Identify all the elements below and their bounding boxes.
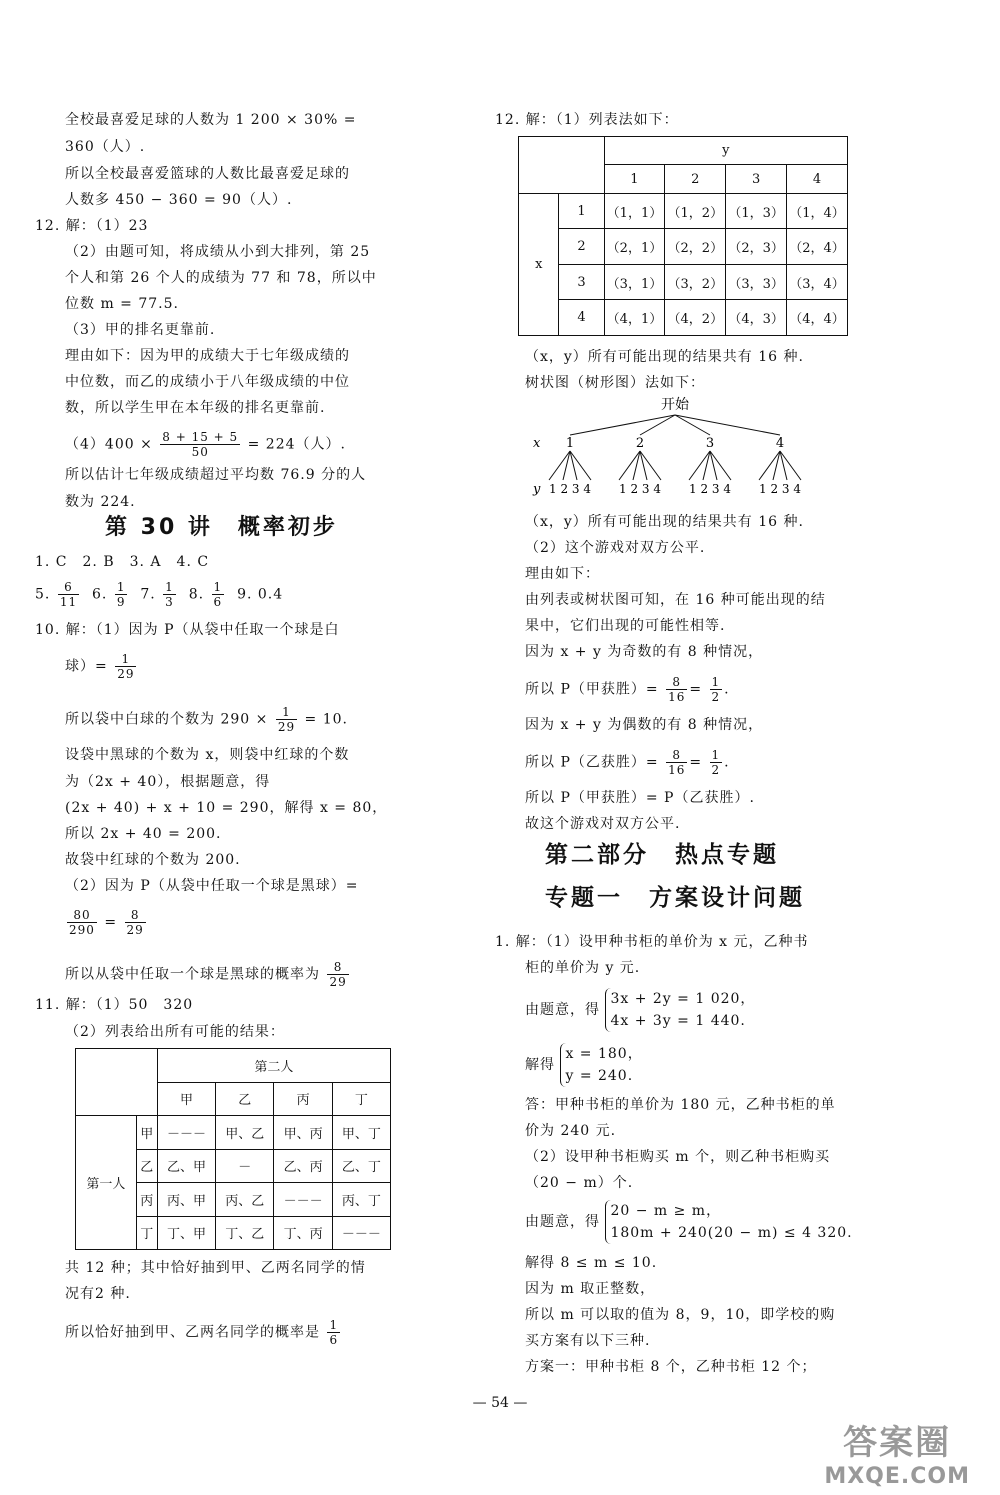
xy-table [518, 136, 848, 336]
text: 8. [188, 586, 205, 603]
pair-table [75, 1048, 391, 1250]
text-line: 理由如下：因为甲的成绩大于七年级成绩的 [65, 348, 350, 364]
fraction [276, 705, 297, 734]
table-cell: 乙、丁 [332, 1149, 390, 1183]
tree-branch [675, 415, 780, 435]
fraction [710, 748, 723, 777]
denominator: 2 [711, 763, 721, 777]
formula-line [65, 908, 148, 937]
row-header-cell: 乙 [136, 1149, 157, 1183]
table-cell: 乙、甲 [157, 1149, 215, 1183]
formula-line [65, 705, 348, 734]
text-line: 中位数，而乙的成绩小于八年级成绩的中位 [65, 374, 350, 390]
text-line: 所以 m 可以取的值为 8，9，10，即学校的购 [525, 1307, 836, 1323]
denominator: 16 [668, 690, 686, 704]
tree-diagram [525, 395, 845, 505]
text-line: 理由如下： [525, 566, 600, 582]
col-header-cell: 4 [787, 165, 848, 193]
table-cell: 甲、丙 [274, 1116, 332, 1150]
text: 解得 [525, 1057, 555, 1073]
xy-top-label: y [604, 137, 847, 165]
denominator: 29 [126, 923, 144, 937]
question-12: 12. 解：（1）23 [35, 218, 149, 234]
numerator: 8 [327, 960, 348, 975]
numerator: 8 + 15 + 5 [162, 430, 239, 444]
corner-cell [76, 1049, 158, 1116]
row-header-cell: 丙 [136, 1183, 157, 1217]
denominator: 29 [277, 720, 296, 734]
text-line: （2）列表给出所有可能的结果： [65, 1024, 285, 1040]
fraction [212, 580, 225, 609]
text: = 224（人）. [247, 436, 346, 453]
topic-heading: 专题一 方案设计问题 [545, 885, 805, 911]
table-cell: 甲、乙 [216, 1116, 274, 1150]
text: 所以袋中白球的个数为 290 × [65, 711, 269, 728]
corner-cell [519, 137, 605, 194]
numerator: 1 [165, 580, 174, 594]
table-cell: （1，4） [787, 193, 848, 229]
tree-leaves: 1 2 3 4 [759, 482, 801, 496]
row-header-cell: 3 [559, 264, 604, 300]
section-heading: 第 30 讲 概率初步 [105, 515, 338, 540]
fraction [666, 748, 687, 777]
fraction [125, 908, 146, 937]
table-cell: 丙、丁 [332, 1183, 390, 1217]
table-row [519, 193, 848, 229]
table-cell: （4，2） [665, 300, 726, 336]
denominator: 6 [213, 595, 223, 609]
col-header-cell: 丁 [332, 1082, 390, 1116]
numerator: 1 [115, 652, 136, 667]
equation: x = 180， [565, 1046, 643, 1062]
table-cell: 丙、乙 [216, 1183, 274, 1217]
part-heading: 第二部分 热点专题 [545, 842, 779, 868]
text-line: 为（2x + 40），根据题意，得 [65, 774, 271, 790]
numerator: 80 [67, 908, 97, 923]
xy-header-row [519, 137, 848, 165]
table-cell: （1，1） [604, 193, 665, 229]
fraction [67, 908, 97, 937]
inequality: 20 − m ≥ m， [610, 1203, 722, 1219]
text-line: 所以估计七年级成绩超过平均数 76.9 分的人 [65, 467, 367, 483]
tree-y-label: y [533, 482, 541, 497]
inequality: 180m + 240(20 − m) ≤ 4 320. [610, 1225, 853, 1241]
col-header-cell: 3 [726, 165, 787, 193]
text-line: 数为 224. [65, 494, 136, 510]
text-line: （2）由题可知，将成绩从小到大排列，第 25 [65, 244, 371, 260]
text: 所以 P（乙获胜）= [525, 754, 659, 771]
numerator: 8 [666, 675, 687, 690]
equation-system [525, 988, 755, 1032]
text: 6. [92, 586, 108, 603]
table-cell: （3，4） [787, 264, 848, 300]
text-line: （3）甲的排名更靠前. [65, 322, 216, 338]
col-header-cell: 2 [665, 165, 726, 193]
denominator: 9 [116, 595, 126, 609]
text: 所以 P（甲获胜）= [525, 681, 659, 698]
row-header-cell: 4 [559, 300, 604, 336]
denominator: 6 [329, 1333, 339, 1347]
text-line: 柜的单价为 y 元. [525, 960, 641, 976]
row-header-cell: 甲 [136, 1116, 157, 1150]
table-cell: （3，1） [604, 264, 665, 300]
tree-node: 4 [775, 436, 785, 451]
row-header-cell: 1 [559, 193, 604, 229]
inequality-system [525, 1200, 853, 1244]
text-line: 位数 m = 77.5. [65, 296, 179, 312]
pair-header-row [76, 1049, 391, 1083]
text-line: 数，所以学生甲在本年级的排名更靠前. [65, 400, 326, 416]
table-cell: （3，3） [726, 264, 787, 300]
equation: y = 240. [565, 1068, 634, 1084]
text-line: 方案一：甲种书柜 8 个，乙种书柜 12 个； [525, 1359, 817, 1375]
numerator: 1 [711, 748, 721, 762]
text-line: 全校最喜爱足球的人数为 1 200 × 30% = [65, 112, 357, 128]
tree-node: 2 [635, 436, 645, 451]
fraction [58, 580, 79, 609]
table-cell: 丁、乙 [216, 1216, 274, 1250]
denominator: 16 [668, 763, 686, 777]
table-cell: 甲、丁 [332, 1116, 390, 1150]
brace [605, 1200, 852, 1244]
fraction [327, 960, 348, 989]
text-line: 因为 m 取正整数， [525, 1281, 656, 1297]
text-line: 故袋中红球的个数为 200. [65, 852, 241, 868]
row-header-cell: 2 [559, 229, 604, 265]
table-row [519, 264, 848, 300]
text: 球）= [65, 658, 108, 675]
table-cell: （2，4） [787, 229, 848, 265]
text-line: 个人和第 26 个人的成绩为 77 和 78，所以中 [65, 270, 377, 286]
fraction [666, 675, 687, 704]
tree-root: 开始 [661, 397, 689, 413]
text-line: 故这个游戏对双方公平. [525, 816, 681, 832]
tree-leaves: 1 2 3 4 [689, 482, 731, 496]
denominator: 29 [329, 975, 347, 989]
tree-branch [570, 415, 675, 435]
text-line: 1. C 2. B 3. A 4. C [35, 554, 210, 570]
fraction [115, 652, 136, 681]
text-line: 所以 P（甲获胜）= P（乙获胜）. [525, 790, 755, 806]
table-cell: （2，2） [665, 229, 726, 265]
watermark-logo [824, 1415, 970, 1489]
table-cell: －－－ [157, 1116, 215, 1150]
denominator: 11 [59, 595, 78, 609]
fraction [163, 580, 176, 609]
formula-line [65, 652, 138, 681]
fraction [115, 580, 128, 609]
text-line: 设袋中黑球的个数为 x，则袋中红球的个数 [65, 747, 350, 763]
formula-line: 所以 P（乙获胜）= $\frac{8}{16}$ = $\frac{1}{2}$ . [525, 748, 730, 777]
question-12: 12. 解：（1）列表法如下： [495, 112, 679, 128]
table-cell: （1，3） [726, 193, 787, 229]
text-line: 解得 8 ≤ m ≤ 10. [525, 1255, 658, 1271]
text-line: 由列表或树状图可知，在 16 种可能出现的结 [525, 592, 826, 608]
tree-node: 3 [705, 436, 715, 451]
answers-5-9 [35, 580, 283, 609]
text-line: (2x + 40) + x + 10 = 290，解得 x = 80， [65, 800, 388, 816]
text-line: 答：甲种书柜的单价为 180 元，乙种书柜的单 [525, 1097, 836, 1113]
equation: 3x + 2y = 1 020， [610, 991, 756, 1007]
text-line: 所以全校最喜爱篮球的人数比最喜爱足球的 [65, 166, 350, 182]
text-line: 人数多 450 − 360 = 90（人）. [65, 192, 293, 208]
fraction [327, 1318, 340, 1347]
denominator: 2 [711, 690, 721, 704]
table-cell: 丁、甲 [157, 1216, 215, 1250]
text: 所以恰好抽到甲、乙两名同学的概率是 [65, 1324, 320, 1341]
tree-leaves: 1 2 3 4 [619, 482, 661, 496]
text-line: （20 − m）个. [525, 1175, 634, 1191]
fraction [160, 430, 240, 459]
page-number: — 54 — [472, 1395, 528, 1411]
text-line: 共 12 种；其中恰好抽到甲、乙两名同学的情 [65, 1260, 366, 1276]
numerator: 1 [276, 705, 297, 720]
fraction [710, 675, 723, 704]
denominator: 3 [165, 595, 174, 609]
col-header-cell: 1 [604, 165, 665, 193]
col-header-cell: 甲 [157, 1082, 215, 1116]
table-cell: 丁、丙 [274, 1216, 332, 1250]
text-line: 360（人）. [65, 139, 146, 155]
text-line: 况有2 种. [65, 1286, 131, 1302]
watermark-text: 答案圈 [843, 1423, 952, 1463]
text-line: （x，y）所有可能出现的结果共有 16 种. [525, 514, 804, 530]
table-cell: 丙、甲 [157, 1183, 215, 1217]
brace [560, 1043, 642, 1087]
text: 由题意，得 [525, 1214, 600, 1230]
table-cell: － [216, 1149, 274, 1183]
text-line: 价为 240 元. [525, 1123, 617, 1139]
denominator: 50 [191, 445, 209, 459]
numerator: 1 [213, 580, 223, 594]
xy-side-label: x [519, 193, 559, 335]
numerator: 1 [116, 580, 126, 594]
text-line: （x，y）所有可能出现的结果共有 16 种. [525, 349, 804, 365]
text: （4）400 × [65, 436, 153, 453]
numerator: 1 [711, 675, 721, 689]
formula-line [65, 1318, 342, 1347]
table-cell: （1，2） [665, 193, 726, 229]
text-line: 1. 解：（1）设甲种书柜的单价为 x 元，乙种书 [495, 934, 809, 950]
table-cell: （4，3） [726, 300, 787, 336]
row-header-cell: 丁 [136, 1216, 157, 1250]
text: = 10. [304, 711, 348, 728]
text-line: 因为 x + y 为偶数的有 8 种情况， [525, 717, 764, 733]
text: 7. [140, 586, 156, 603]
watermark-url: MXQE.COM [824, 1464, 970, 1489]
brace [605, 988, 755, 1032]
table-cell: （2，3） [726, 229, 787, 265]
text-line: 果中，它们出现的可能性相等. [525, 618, 726, 634]
table-cell: （2，1） [604, 229, 665, 265]
numerator: 8 [125, 908, 146, 923]
text: 9. 0.4 [237, 586, 284, 603]
numerator: 1 [329, 1318, 339, 1332]
equation: 4x + 3y = 1 440. [610, 1013, 746, 1029]
text: = [104, 914, 118, 931]
text-line: 买方案有以下三种. [525, 1333, 651, 1349]
table-cell: －－－ [274, 1183, 332, 1217]
text-line: 因为 x + y 为奇数的有 8 种情况， [525, 644, 764, 660]
table-row [519, 300, 848, 336]
pair-top-label: 第二人 [157, 1049, 390, 1083]
equation-system [525, 1043, 643, 1087]
table-cell: （3，2） [665, 264, 726, 300]
text: 由题意，得 [525, 1002, 600, 1018]
formula-line [65, 960, 351, 989]
col-header-cell: 乙 [216, 1082, 274, 1116]
question-11: 11. 解：（1）50 320 [35, 997, 194, 1013]
text: 5. [35, 586, 51, 603]
denominator: 290 [69, 923, 95, 937]
table-cell: －－－ [332, 1216, 390, 1250]
numerator: 6 [58, 580, 79, 595]
table-cell: 乙、丙 [274, 1149, 332, 1183]
col-header-cell: 丙 [274, 1082, 332, 1116]
formula-line [65, 430, 346, 459]
tree-x-label: x [533, 436, 541, 451]
pair-side-label: 第一人 [76, 1116, 137, 1250]
text-line: （2）这个游戏对双方公平. [525, 540, 706, 556]
table-row [519, 229, 848, 265]
tree-leaves: 1 2 3 4 [549, 482, 591, 496]
text-line: 树状图（树形图）法如下： [525, 375, 705, 391]
text-line: （2）设甲种书柜购买 m 个，则乙种书柜购买 [525, 1149, 831, 1165]
question-10: 10. 解：（1）因为 P（从袋中任取一个球是白 [35, 622, 340, 638]
tree-branches [549, 415, 801, 496]
numerator: 8 [666, 748, 687, 763]
table-row [76, 1116, 391, 1150]
table-cell: （4，1） [604, 300, 665, 336]
text: 所以从袋中任取一个球是黑球的概率为 [65, 966, 320, 983]
text-line: 所以 2x + 40 = 200. [65, 826, 222, 842]
table-cell: （4，4） [787, 300, 848, 336]
denominator: 29 [117, 667, 135, 681]
tree-node: 1 [565, 436, 575, 451]
text-line: （2）因为 P（从袋中任取一个球是黑球）= [65, 878, 359, 894]
formula-line: 所以 P（甲获胜）= $\frac{8}{16}$ = $\frac{1}{2}$ . [525, 675, 730, 704]
